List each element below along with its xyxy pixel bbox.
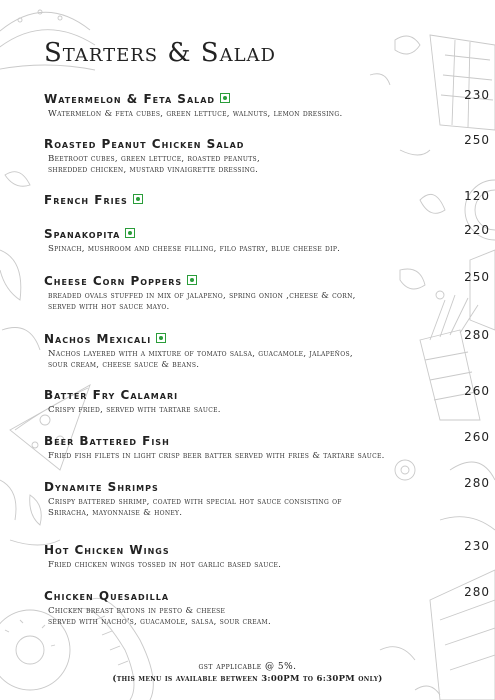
menu-item-description: Fried fish filets in light crisp beer batter served with fries & tartare sauce. xyxy=(48,451,385,461)
menu-item-nachos-mexicali xyxy=(44,328,490,371)
menu-item-name: Batter Fry Calamari xyxy=(44,388,179,402)
menu-item-description: Watermelon & feta cubes, green lettuce, walnuts, lemon dressing. xyxy=(48,109,343,119)
menu-item-description: Crispy fried, served with tartare sauce. xyxy=(48,405,221,415)
menu-item-description: Spinach, mushroom and cheese filling, filo pastry, blue cheese dip. xyxy=(48,244,341,254)
menu-item-description: Crispy battered shrimp, coated with special hot sauce consisting of Sriracha, mayonnaise & honey. xyxy=(48,497,342,518)
menu-item-name: Watermelon & Feta Salad xyxy=(44,92,230,106)
menu-item-price: 250 xyxy=(464,133,490,147)
veg-indicator-icon xyxy=(187,275,197,285)
menu-item-price: 120 xyxy=(464,189,490,203)
menu-item-name: Nachos Mexicali xyxy=(44,332,166,346)
menu-item-name: Roasted Peanut Chicken Salad xyxy=(44,137,245,151)
menu-item-price: 260 xyxy=(464,384,490,398)
menu-item-roasted-peanut-chicken-salad xyxy=(44,133,490,176)
gst-note: gst applicable @ 5%. xyxy=(198,662,297,672)
menu-item-name: Spanakopita xyxy=(44,227,135,241)
menu-item-name: Hot Chicken Wings xyxy=(44,543,170,557)
menu-item-price: 230 xyxy=(464,539,490,553)
menu-item-name: French Fries xyxy=(44,193,143,207)
menu-item-name: Dynamite Shrimps xyxy=(44,480,159,494)
menu-item-price: 280 xyxy=(464,585,490,599)
veg-indicator-icon xyxy=(133,194,143,204)
menu-item-price: 230 xyxy=(464,88,490,102)
veg-indicator-icon xyxy=(220,93,230,103)
menu-item-spanakopita xyxy=(44,223,490,255)
menu-item-batter-fry-calamari xyxy=(44,384,490,416)
menu-item-name: Cheese Corn Poppers xyxy=(44,274,197,288)
menu-item-french-fries xyxy=(44,189,490,208)
menu-item-dynamite-shrimps xyxy=(44,476,490,519)
menu-item-description: Nachos layered with a mixture of tomato salsa, guacamole, jalapeños, sour cream, cheese sauce & beans. xyxy=(48,349,353,370)
menu-item-price: 250 xyxy=(464,270,490,284)
veg-indicator-icon xyxy=(156,333,166,343)
menu-item-name: Chicken Quesadilla xyxy=(44,589,170,603)
menu-section-title: Starters & Salad xyxy=(44,38,276,68)
menu-item-price: 260 xyxy=(464,430,490,444)
menu-item-description: Fried chicken wings tossed in hot garlic based sauce. xyxy=(48,560,282,570)
menu-item-price: 220 xyxy=(464,223,490,237)
menu-item-chicken-quesadilla xyxy=(44,585,490,628)
menu-item-beer-battered-fish xyxy=(44,430,490,462)
menu-item-name: Beer Battered Fish xyxy=(44,434,170,448)
menu-item-cheese-corn-poppers xyxy=(44,270,490,313)
menu-item-hot-chicken-wings xyxy=(44,539,490,571)
menu-item-description: Beetroot cubes, green lettuce, roasted peanuts, shredded chicken, mustard vinaigrette dressing. xyxy=(48,154,261,175)
timing-note: (this menu is available between 3:00PM to 6:30PM only) xyxy=(112,674,383,684)
veg-indicator-icon xyxy=(125,228,135,238)
menu-item-description: breaded ovals stuffed in mix of jalapeno, spring onion ,cheese & corn, served with hot sauce mayo. xyxy=(48,291,356,312)
menu-item-price: 280 xyxy=(464,476,490,490)
menu-item-watermelon-feta-salad xyxy=(44,88,490,120)
menu-item-price: 280 xyxy=(464,328,490,342)
menu-item-description: Chicken breast batons in pesto & cheese served with nacho's, guacamole, salsa, sour cream. xyxy=(48,606,271,627)
